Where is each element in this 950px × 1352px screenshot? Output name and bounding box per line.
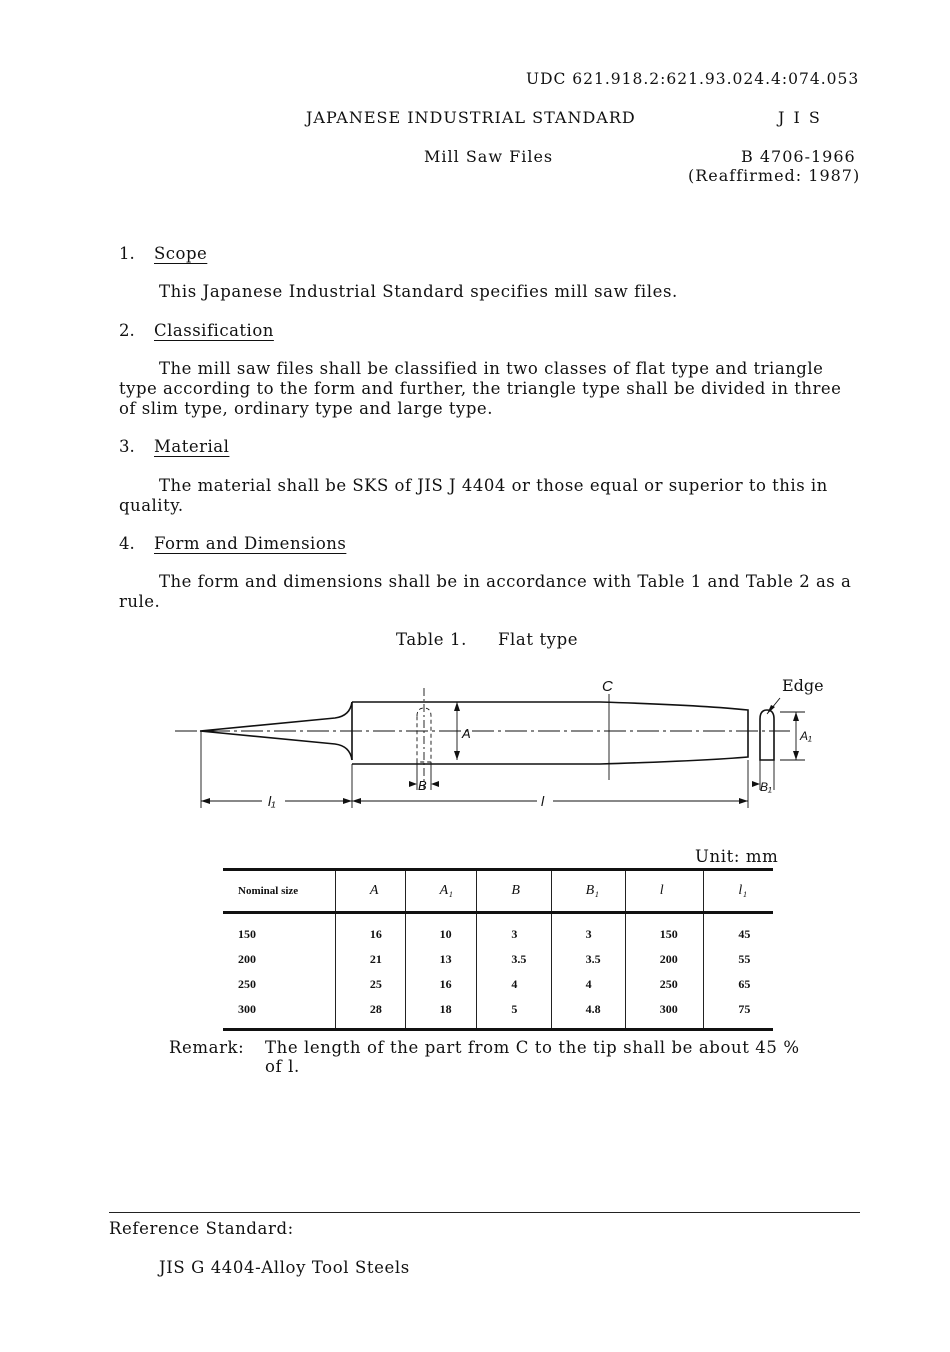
table-cell: 300	[223, 997, 335, 1030]
table-row	[223, 997, 773, 1030]
section-2-title: Classification	[154, 321, 274, 340]
section-4-text: The form and dimensions shall be in accordance with Table 1 and Table 2 as a rule.	[119, 572, 852, 611]
table-cell: 250	[625, 972, 704, 997]
table-cell: 16	[405, 972, 477, 997]
table-cell: 3.5	[551, 947, 625, 972]
table-cell: 16	[335, 913, 405, 948]
col-header-b1: B₁	[551, 870, 625, 913]
table-row	[223, 947, 773, 972]
table-cell: 25	[335, 972, 405, 997]
section-3-text: The material shall be SKS of JIS J 4404 or those equal or superior to this in quality.	[119, 476, 828, 515]
section-4-number: 4.	[119, 534, 135, 553]
edge-profile	[760, 710, 774, 760]
section-4-title: Form and Dimensions	[154, 534, 347, 553]
section-3-title: Material	[154, 437, 230, 456]
reference-label: Reference Standard:	[109, 1219, 294, 1238]
remark-label: Remark:	[169, 1038, 245, 1057]
remark-text-line1: The length of the part from C to the tip shall be about 45 %	[265, 1038, 800, 1057]
unit-label: Unit: mm	[695, 847, 779, 866]
table-cell: 3	[551, 913, 625, 948]
table-1-type: Flat type	[498, 630, 579, 649]
table-cell: 4.8	[551, 997, 625, 1030]
footer-divider	[109, 1212, 860, 1213]
section-3-number: 3.	[119, 437, 135, 456]
section-2-text: The mill saw files shall be classified in two classes of flat type and triangle type according to the form and further, the triangle type shall be divided in three of slim type, ordinary type and large type.	[119, 359, 842, 418]
figure-label-l: l	[541, 793, 545, 809]
table-cell: 45	[704, 913, 773, 948]
table-cell: 3.5	[477, 947, 551, 972]
file-drawing	[0, 660, 950, 830]
section-1-title: Scope	[154, 244, 208, 263]
table-row	[223, 913, 773, 948]
udc-number: UDC 621.918.2:621.93.024.4:074.053	[526, 70, 860, 88]
standard-title: JAPANESE INDUSTRIAL STANDARD	[306, 108, 636, 127]
figure-label-a: A	[462, 726, 471, 741]
col-header-nominal-size: Nominal size	[223, 870, 335, 913]
table-cell: 200	[238, 952, 256, 966]
table-cell: 4	[551, 972, 625, 997]
table-cell: 21	[335, 947, 405, 972]
col-header-a: A	[335, 870, 405, 913]
table-cell: 200	[625, 947, 704, 972]
figure-label-edge: Edge	[782, 676, 824, 695]
col-header-l: l	[625, 870, 704, 913]
table-cell: 250	[238, 977, 256, 991]
table-cell: 150	[238, 927, 256, 941]
jis-mark: J I S	[778, 108, 822, 127]
dimensions-table	[223, 868, 773, 1031]
section-1-number: 1.	[119, 244, 135, 263]
figure-label-l1: l₁	[268, 793, 276, 809]
table-header-row	[223, 870, 773, 913]
file-body-outline	[352, 702, 748, 764]
reaffirmed-date: (Reaffirmed: 1987)	[688, 166, 861, 185]
col-header-l1: l₁	[704, 870, 773, 913]
doc-title: Mill Saw Files	[424, 147, 554, 166]
section-2-number: 2.	[119, 321, 135, 340]
table-cell: 75	[704, 997, 773, 1030]
table-1-caption: Table 1.	[396, 630, 467, 649]
table-cell: 13	[405, 947, 477, 972]
figure-label-c: C	[602, 678, 613, 695]
table-cell: 28	[335, 997, 405, 1030]
table-cell: 18	[405, 997, 477, 1030]
figure-label-a1: A₁	[800, 729, 812, 743]
col-header-a1: A₁	[405, 870, 477, 913]
col-header-b: B	[477, 870, 551, 913]
table-cell: 3	[477, 913, 551, 948]
figure-label-b: B	[418, 778, 427, 793]
table-cell: 5	[477, 997, 551, 1030]
reference-item: JIS G 4404-Alloy Tool Steels	[159, 1258, 410, 1277]
table-cell: 65	[704, 972, 773, 997]
section-1-text: This Japanese Industrial Standard specifies mill saw files.	[159, 282, 678, 301]
doc-number: B 4706-1966	[741, 147, 856, 166]
table-row	[223, 972, 773, 997]
table-cell: 55	[704, 947, 773, 972]
table-cell: 4	[477, 972, 551, 997]
remark-text-line2: of l.	[265, 1057, 300, 1076]
table-cell: 300	[625, 997, 704, 1030]
table-cell: 150	[625, 913, 704, 948]
table-cell: 10	[405, 913, 477, 948]
figure-label-b1: B₁	[760, 780, 772, 794]
